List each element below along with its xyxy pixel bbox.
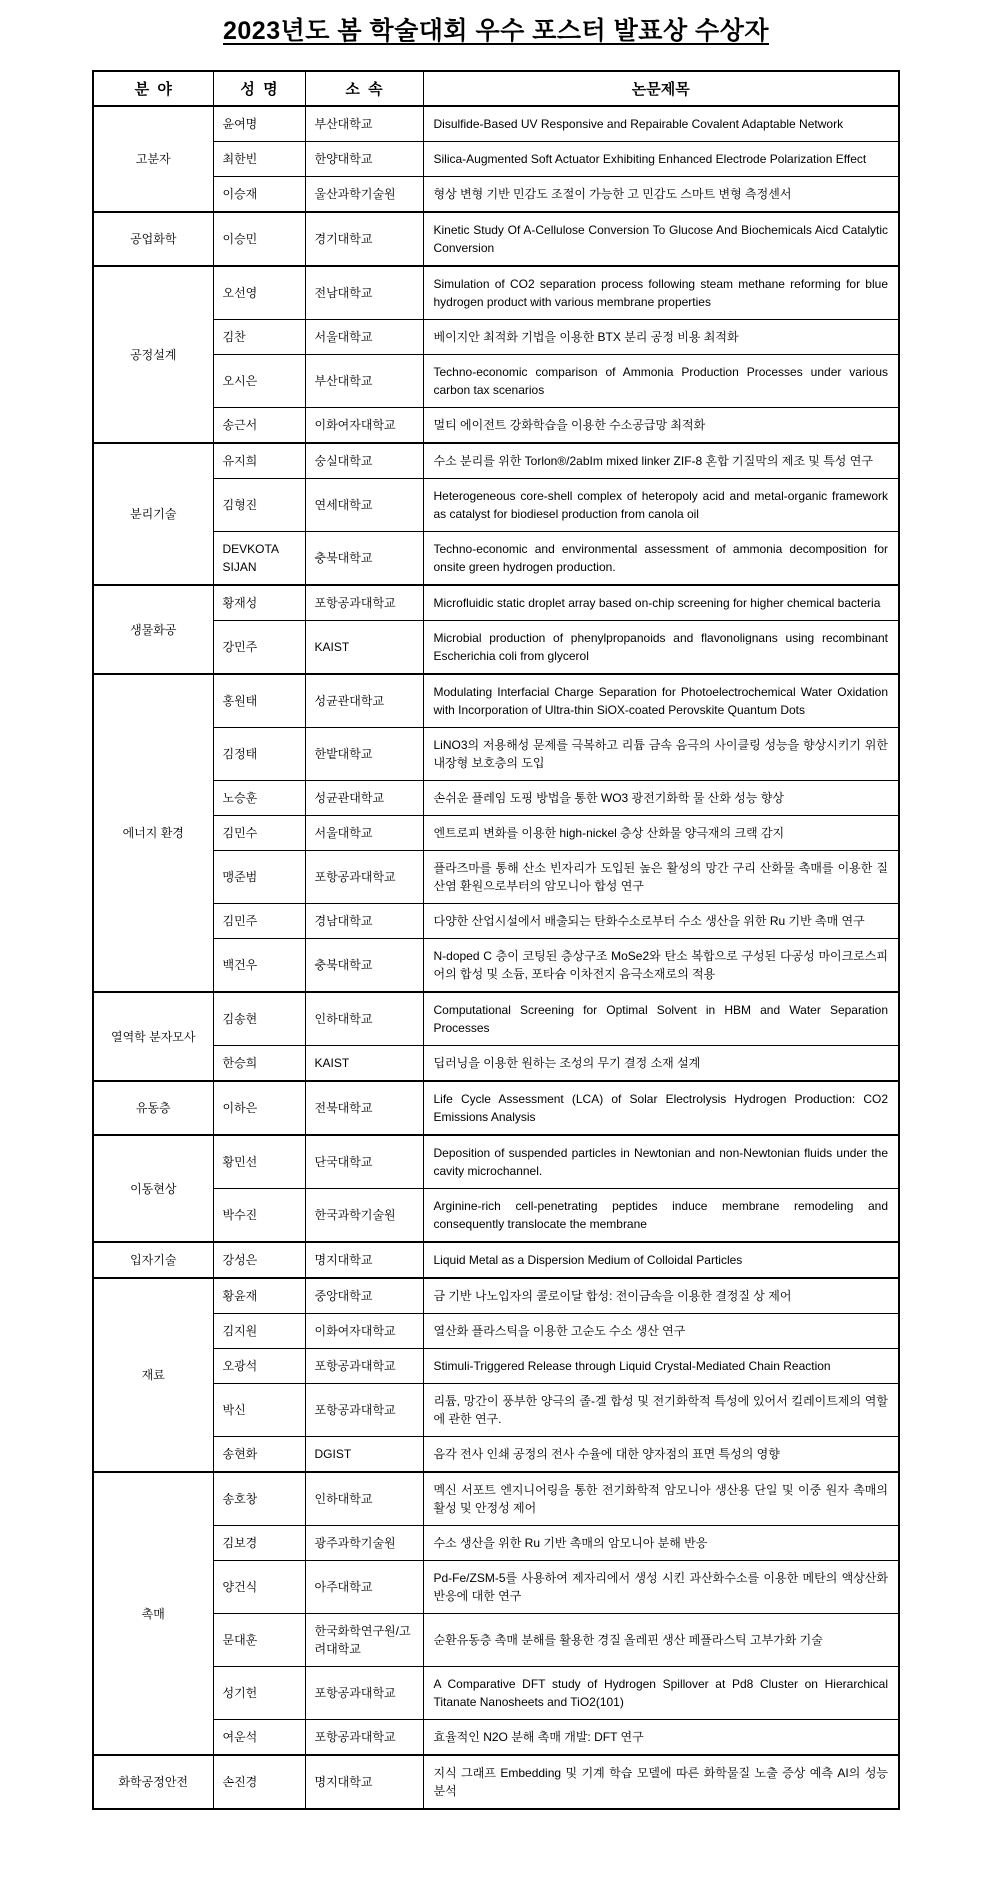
affiliation-cell: 성균관대학교 <box>305 781 423 816</box>
paper-title-cell: Stimuli-Triggered Release through Liquid Crystal-Mediated Chain Reaction <box>423 1349 899 1384</box>
paper-title-cell: Microbial production of phenylpropanoids and flavonolignans using recombinant Escherichia coli from glycerol <box>423 621 899 675</box>
table-row <box>93 532 899 586</box>
paper-title-cell: Arginine-rich cell-penetrating peptides induce membrane remodeling and consequently translocate the membrane <box>423 1189 899 1243</box>
table-row <box>93 992 899 1046</box>
affiliation-cell: KAIST <box>305 1046 423 1082</box>
table-row <box>93 212 899 266</box>
name-cell: 박수진 <box>213 1189 305 1243</box>
header-row <box>93 71 899 106</box>
table-row <box>93 1526 899 1561</box>
affiliation-cell: 인하대학교 <box>305 992 423 1046</box>
table-row <box>93 904 899 939</box>
affiliation-cell: 한국과학기술원 <box>305 1189 423 1243</box>
name-cell: 송근서 <box>213 408 305 444</box>
name-cell: 성기헌 <box>213 1667 305 1720</box>
affiliation-cell: 충북대학교 <box>305 939 423 993</box>
affiliation-cell: 포항공과대학교 <box>305 585 423 621</box>
affiliation-cell: 부산대학교 <box>305 106 423 142</box>
affiliation-cell: 포항공과대학교 <box>305 1667 423 1720</box>
field-cell: 생물화공 <box>93 585 213 674</box>
name-cell: 오시은 <box>213 355 305 408</box>
paper-title-cell: Computational Screening for Optimal Solvent in HBM and Water Separation Processes <box>423 992 899 1046</box>
field-cell: 고분자 <box>93 106 213 212</box>
paper-title-cell: 베이지안 최적화 기법을 이용한 BTX 분리 공정 비용 최적화 <box>423 320 899 355</box>
table-row <box>93 177 899 213</box>
affiliation-cell: 포항공과대학교 <box>305 851 423 904</box>
winners-table <box>92 70 900 1810</box>
field-cell: 분리기술 <box>93 443 213 585</box>
affiliation-cell: 포항공과대학교 <box>305 1720 423 1756</box>
paper-title-cell: 리튬, 망간이 풍부한 양극의 졸-겔 합성 및 전기화학적 특성에 있어서 킬레이트제의 역할에 관한 연구. <box>423 1384 899 1437</box>
affiliation-cell: 숭실대학교 <box>305 443 423 479</box>
table-row <box>93 1189 899 1243</box>
table-row <box>93 1278 899 1314</box>
affiliation-cell: 전북대학교 <box>305 1081 423 1135</box>
affiliation-cell: 아주대학교 <box>305 1561 423 1614</box>
paper-title-cell: 수소 생산을 위한 Ru 기반 촉매의 암모니아 분해 반응 <box>423 1526 899 1561</box>
paper-title-cell: Deposition of suspended particles in Newtonian and non-Newtonian fluids under the cavity microchannel. <box>423 1135 899 1189</box>
paper-title-cell: Heterogeneous core-shell complex of heteropoly acid and metal-organic framework as catalyst for biodiesel production from canola oil <box>423 479 899 532</box>
paper-title-cell: 순환유동층 촉매 분해를 활용한 경질 올레핀 생산 페플라스틱 고부가화 기술 <box>423 1614 899 1667</box>
name-cell: 김형진 <box>213 479 305 532</box>
affiliation-cell: 이화여자대학교 <box>305 408 423 444</box>
table-row <box>93 1135 899 1189</box>
table-row <box>93 939 899 993</box>
paper-title-cell: 금 기반 나노입자의 콜로이달 합성: 전이금속을 이용한 결정질 상 제어 <box>423 1278 899 1314</box>
name-cell: 이승재 <box>213 177 305 213</box>
table-row <box>93 106 899 142</box>
name-cell: 김지원 <box>213 1314 305 1349</box>
field-cell: 공업화학 <box>93 212 213 266</box>
table-row <box>93 1349 899 1384</box>
name-cell: 손진경 <box>213 1755 305 1809</box>
affiliation-cell: 명지대학교 <box>305 1755 423 1809</box>
name-cell: 송호창 <box>213 1472 305 1526</box>
affiliation-cell: 서울대학교 <box>305 816 423 851</box>
paper-title-cell: 멀티 에이전트 강화학습을 이용한 수소공급망 최적화 <box>423 408 899 444</box>
table-row <box>93 266 899 320</box>
paper-title-cell: 형상 변형 기반 민감도 조절이 가능한 고 민감도 스마트 변형 측정센서 <box>423 177 899 213</box>
affiliation-cell: 한밭대학교 <box>305 728 423 781</box>
paper-title-cell: A Comparative DFT study of Hydrogen Spillover at Pd8 Cluster on Hierarchical Titanate Nanosheets and TiO2(101) <box>423 1667 899 1720</box>
paper-title-cell: 수소 분리를 위한 Torlon®/2abIm mixed linker ZIF-8 혼합 기질막의 제조 및 특성 연구 <box>423 443 899 479</box>
field-cell: 입자기술 <box>93 1242 213 1278</box>
paper-title-cell: 플라즈마를 통해 산소 빈자리가 도입된 높은 활성의 망간 구리 산화물 촉매를 이용한 질산염 환원으로부터의 암모니아 합성 연구 <box>423 851 899 904</box>
name-cell: 홍원태 <box>213 674 305 728</box>
name-cell: 유지희 <box>213 443 305 479</box>
winners-table-header <box>93 71 899 106</box>
name-cell: 윤여명 <box>213 106 305 142</box>
affiliation-cell: 성균관대학교 <box>305 674 423 728</box>
table-row <box>93 816 899 851</box>
affiliation-cell: 중앙대학교 <box>305 1278 423 1314</box>
affiliation-cell: 명지대학교 <box>305 1242 423 1278</box>
name-cell: 황민선 <box>213 1135 305 1189</box>
affiliation-cell: 경남대학교 <box>305 904 423 939</box>
paper-title-cell: Disulfide-Based UV Responsive and Repairable Covalent Adaptable Network <box>423 106 899 142</box>
paper-title-cell: Silica-Augmented Soft Actuator Exhibiting Enhanced Electrode Polarization Effect <box>423 142 899 177</box>
name-cell: 최한빈 <box>213 142 305 177</box>
table-row <box>93 1437 899 1473</box>
name-cell: 황윤재 <box>213 1278 305 1314</box>
name-cell: 김민수 <box>213 816 305 851</box>
paper-title-cell: 엔트로피 변화를 이용한 high-nickel 층상 산화물 양극재의 크랙 감지 <box>423 816 899 851</box>
paper-title-cell: 지식 그래프 Embedding 및 기계 학습 모델에 따른 화학물질 노출 증상 예측 AI의 성능 분석 <box>423 1755 899 1809</box>
paper-title-cell: 열산화 플라스틱을 이용한 고순도 수소 생산 연구 <box>423 1314 899 1349</box>
name-cell: 문대훈 <box>213 1614 305 1667</box>
affiliation-cell: 인하대학교 <box>305 1472 423 1526</box>
name-cell: 황재성 <box>213 585 305 621</box>
paper-title-cell: Modulating Interfacial Charge Separation for Photoelectrochemical Water Oxidation with Incorporation of Ultra-thin SiOX-coated Perovskite Quantum Dots <box>423 674 899 728</box>
name-cell: 송현화 <box>213 1437 305 1473</box>
table-row <box>93 1667 899 1720</box>
column-header-name: 성 명 <box>213 71 305 106</box>
table-row <box>93 1472 899 1526</box>
table-row <box>93 479 899 532</box>
table-row <box>93 674 899 728</box>
field-cell: 화학공정안전 <box>93 1755 213 1809</box>
table-row <box>93 728 899 781</box>
field-cell: 에너지 환경 <box>93 674 213 992</box>
paper-title-cell: 딥러닝을 이용한 원하는 조성의 무기 결정 소재 설계 <box>423 1046 899 1082</box>
name-cell: 오광석 <box>213 1349 305 1384</box>
paper-title-cell: 음각 전사 인쇄 공정의 전사 수율에 대한 양자점의 표면 특성의 영향 <box>423 1437 899 1473</box>
paper-title-cell: 멕신 서포트 엔지니어링을 통한 전기화학적 암모니아 생산용 단일 및 이중 원자 촉매의 활성 및 안정성 제어 <box>423 1472 899 1526</box>
field-cell: 이동현상 <box>93 1135 213 1242</box>
name-cell: 한승희 <box>213 1046 305 1082</box>
affiliation-cell: 한양대학교 <box>305 142 423 177</box>
paper-title-cell: Kinetic Study Of A-Cellulose Conversion To Glucose And Biochemicals Aicd Catalytic Conversion <box>423 212 899 266</box>
name-cell: 맹준범 <box>213 851 305 904</box>
affiliation-cell: 부산대학교 <box>305 355 423 408</box>
table-row <box>93 621 899 675</box>
paper-title-cell: Microfluidic static droplet array based on-chip screening for higher chemical bacteria <box>423 585 899 621</box>
name-cell: 강성은 <box>213 1242 305 1278</box>
paper-title-cell: N-doped C 층이 코팅된 층상구조 MoSe2와 탄소 복합으로 구성된 다공성 마이크로스피어의 합성 및 소듐, 포타슘 이차전지 음극소재로의 적용 <box>423 939 899 993</box>
table-row <box>93 1046 899 1082</box>
paper-title-cell: Life Cycle Assessment (LCA) of Solar Electrolysis Hydrogen Production: CO2 Emissions Analysis <box>423 1081 899 1135</box>
affiliation-cell: 광주과학기술원 <box>305 1526 423 1561</box>
name-cell: 오선영 <box>213 266 305 320</box>
paper-title-cell: Techno-economic comparison of Ammonia Production Processes under various carbon tax scenarios <box>423 355 899 408</box>
name-cell: 박신 <box>213 1384 305 1437</box>
name-cell: 강민주 <box>213 621 305 675</box>
field-cell: 재료 <box>93 1278 213 1472</box>
name-cell: 김송현 <box>213 992 305 1046</box>
name-cell: 노승훈 <box>213 781 305 816</box>
table-row <box>93 781 899 816</box>
affiliation-cell: 울산과학기술원 <box>305 177 423 213</box>
field-cell: 공정설계 <box>93 266 213 443</box>
field-cell: 촉매 <box>93 1472 213 1755</box>
affiliation-cell: DGIST <box>305 1437 423 1473</box>
affiliation-cell: 포항공과대학교 <box>305 1384 423 1437</box>
column-header-field: 분 야 <box>93 71 213 106</box>
name-cell: 김정태 <box>213 728 305 781</box>
column-header-paper-title: 논문제목 <box>423 71 899 106</box>
paper-title-cell: Liquid Metal as a Dispersion Medium of Colloidal Particles <box>423 1242 899 1278</box>
table-row <box>93 408 899 444</box>
table-row <box>93 851 899 904</box>
affiliation-cell: 경기대학교 <box>305 212 423 266</box>
paper-title-cell: 효율적인 N2O 분해 촉매 개발: DFT 연구 <box>423 1720 899 1756</box>
affiliation-cell: 전남대학교 <box>305 266 423 320</box>
name-cell: 양건식 <box>213 1561 305 1614</box>
table-row <box>93 320 899 355</box>
column-header-affiliation: 소 속 <box>305 71 423 106</box>
name-cell: 여운석 <box>213 1720 305 1756</box>
field-cell: 열역학 분자모사 <box>93 992 213 1081</box>
table-row <box>93 1561 899 1614</box>
table-row <box>93 142 899 177</box>
paper-title-cell: Pd-Fe/ZSM-5를 사용하여 제자리에서 생성 시킨 과산화수소를 이용한 메탄의 액상산화 반응에 대한 연구 <box>423 1561 899 1614</box>
table-row <box>93 443 899 479</box>
paper-title-cell: Simulation of CO2 separation process following steam methane reforming for blue hydrogen product with various membrane properties <box>423 266 899 320</box>
name-cell: 이하은 <box>213 1081 305 1135</box>
affiliation-cell: 충북대학교 <box>305 532 423 586</box>
table-row <box>93 585 899 621</box>
paper-title-cell: 손쉬운 플레임 도핑 방법을 통한 WO3 광전기화학 물 산화 성능 향상 <box>423 781 899 816</box>
name-cell: 김찬 <box>213 320 305 355</box>
table-row <box>93 1314 899 1349</box>
page-title: 2023년도 봄 학술대회 우수 포스터 발표상 수상자 <box>223 17 769 45</box>
paper-title-cell: Techno-economic and environmental assessment of ammonia decomposition for onsite green hydrogen production. <box>423 532 899 586</box>
table-row <box>93 1614 899 1667</box>
name-cell: 이승민 <box>213 212 305 266</box>
affiliation-cell: 이화여자대학교 <box>305 1314 423 1349</box>
table-row <box>93 1384 899 1437</box>
paper-title-cell: 다양한 산업시설에서 배출되는 탄화수소로부터 수소 생산을 위한 Ru 기반 촉매 연구 <box>423 904 899 939</box>
table-row <box>93 355 899 408</box>
name-cell: DEVKOTA SIJAN <box>213 532 305 586</box>
affiliation-cell: 포항공과대학교 <box>305 1349 423 1384</box>
affiliation-cell: 단국대학교 <box>305 1135 423 1189</box>
affiliation-cell: 서울대학교 <box>305 320 423 355</box>
affiliation-cell: 연세대학교 <box>305 479 423 532</box>
name-cell: 백건우 <box>213 939 305 993</box>
table-row <box>93 1242 899 1278</box>
affiliation-cell: 한국화학연구원/고려대학교 <box>305 1614 423 1667</box>
field-cell: 유동층 <box>93 1081 213 1135</box>
name-cell: 김보경 <box>213 1526 305 1561</box>
paper-title-cell: LiNO3의 저용해성 문제를 극복하고 리튬 금속 음극의 사이클링 성능을 향상시키기 위한 내장형 보호층의 도입 <box>423 728 899 781</box>
table-row <box>93 1720 899 1756</box>
table-row <box>93 1755 899 1809</box>
winners-table-body <box>93 106 899 1809</box>
table-row <box>93 1081 899 1135</box>
name-cell: 김민주 <box>213 904 305 939</box>
affiliation-cell: KAIST <box>305 621 423 675</box>
